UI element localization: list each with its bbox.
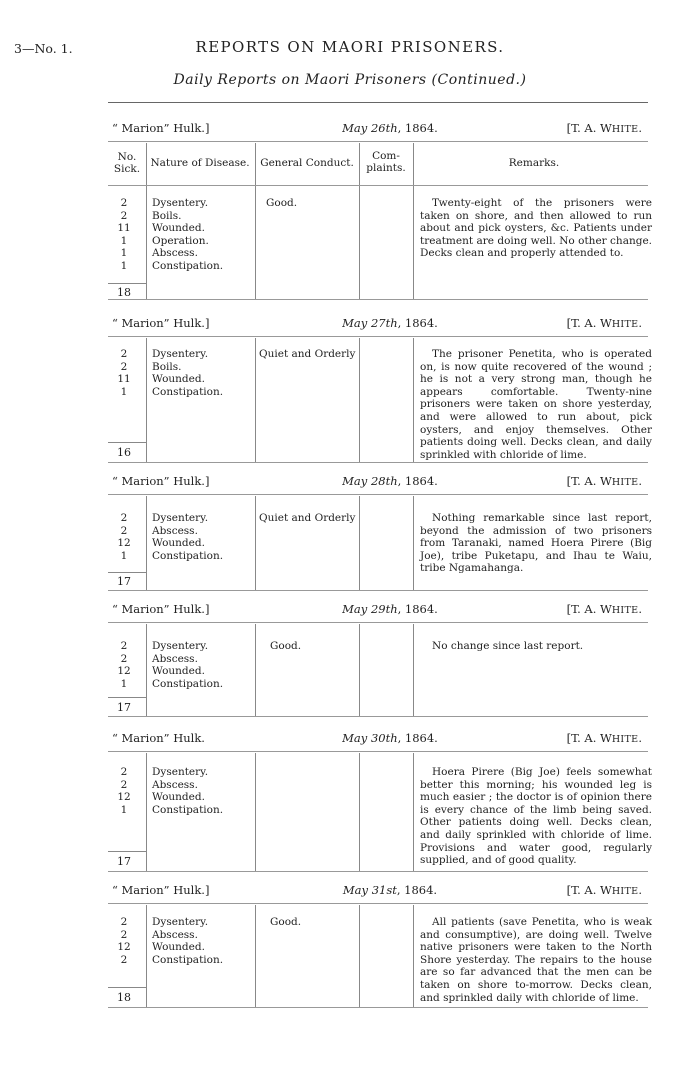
sick-total: 18 [117, 286, 131, 299]
header-underline [108, 185, 648, 186]
column-divider [413, 624, 414, 716]
sick-count: 2 [120, 928, 128, 941]
total-rule [108, 283, 146, 284]
report-end-rule [108, 462, 648, 463]
officer-suffix: . [638, 121, 642, 135]
disease-item: Wounded. [152, 222, 205, 235]
column-divider [413, 753, 414, 871]
disease-item: Abscess. [152, 778, 198, 791]
sick-counts [110, 348, 138, 398]
sick-total: 17 [117, 575, 131, 588]
sick-count: 2 [120, 360, 128, 373]
header-rule [108, 141, 648, 142]
disease-list [152, 197, 223, 273]
officer-signature [567, 883, 642, 897]
column-divider [146, 338, 147, 462]
date-month: May [342, 474, 368, 488]
page-title: REPORTS ON MAORI PRISONERS. [195, 38, 505, 56]
disease-item: Wounded. [152, 791, 205, 804]
disease-list [152, 512, 223, 562]
column-divider [413, 338, 414, 462]
header-nature: Nature of Disease. [150, 157, 250, 169]
sick-count: 2 [120, 209, 128, 222]
total-rule [108, 697, 146, 698]
sick-counts [110, 512, 138, 562]
remarks-text: No change since last report. [432, 640, 584, 652]
header-rule [108, 903, 648, 904]
disease-item: Wounded. [152, 665, 205, 678]
sick-count: 12 [117, 941, 131, 954]
hulk-label: “ Marion” Hulk.] [112, 602, 210, 616]
date-year: , 1864. [396, 883, 438, 897]
remarks-text: Nothing remarkable since last report, beyond the admission of two prisoners from Taranaki, named Hoera Pirere (Big Joe), tribe Puketapu, and Ihau te Waiu, tribe Ngamahanga. [420, 512, 652, 575]
column-divider [255, 496, 256, 590]
date-day: 31st [371, 883, 397, 897]
column-divider [359, 496, 360, 590]
officer-prefix: [T. A. W [566, 474, 612, 488]
date-year: , 1864. [397, 731, 438, 745]
date-day: 30th [370, 731, 398, 745]
officer-prefix: [T. A. W [566, 316, 612, 330]
officer-signature [567, 121, 642, 135]
date-day: 28th [370, 474, 398, 488]
page-subtitle: Daily Reports on Maori Prisoners (Continued.) [173, 72, 527, 88]
report-end-rule [108, 716, 648, 717]
sick-count: 2 [120, 916, 128, 928]
officer-surname: HITE [611, 124, 639, 135]
header-complaints [358, 150, 414, 174]
officer-surname: HITE [611, 477, 639, 488]
disease-item: Dysentery. [152, 640, 209, 652]
title-rule [108, 102, 648, 103]
header-conduct: General Conduct. [260, 157, 354, 169]
header-rule [108, 622, 648, 623]
sick-count: 1 [120, 247, 128, 260]
sick-count: 2 [120, 197, 128, 209]
report-date [270, 883, 510, 897]
sick-counts [110, 197, 138, 273]
disease-item: Constipation. [152, 953, 224, 966]
column-divider [413, 905, 414, 1008]
disease-item: Wounded. [152, 941, 205, 954]
disease-item: Constipation. [152, 803, 224, 816]
disease-list [152, 640, 223, 690]
header-rule [108, 494, 648, 495]
disease-item: Abscess. [152, 524, 198, 537]
disease-item: Abscess. [152, 652, 198, 665]
date-month: May [342, 121, 368, 135]
disease-list [152, 766, 223, 816]
date-day: 27th [370, 316, 398, 330]
sick-count: 2 [120, 652, 128, 665]
date-year: , 1864. [397, 316, 438, 330]
disease-item: Constipation. [152, 677, 224, 690]
total-rule [108, 572, 146, 573]
total-rule [108, 851, 146, 852]
sick-count: 2 [120, 524, 128, 537]
date-day: 29th [370, 602, 398, 616]
hulk-label: “ Marion” Hulk.] [112, 883, 210, 897]
column-divider [359, 624, 360, 716]
header-rule [108, 336, 648, 337]
date-month: May [342, 602, 368, 616]
sick-total: 16 [117, 446, 131, 459]
column-divider [146, 905, 147, 1008]
disease-item: Constipation. [152, 259, 224, 272]
disease-item: Constipation. [152, 385, 224, 398]
date-year: , 1864. [397, 474, 438, 488]
report-date [270, 121, 510, 135]
date-month: May [342, 883, 369, 897]
disease-item: Operation. [152, 234, 209, 247]
officer-signature [567, 731, 642, 745]
sick-total: 18 [117, 991, 131, 1004]
column-divider [146, 496, 147, 590]
disease-item: Constipation. [152, 549, 224, 562]
hulk-label: “ Marion” Hulk.] [112, 121, 210, 135]
sick-count: 11 [117, 373, 131, 386]
sick-count: 12 [117, 537, 131, 550]
date-day: 26th [370, 121, 398, 135]
sick-count: 2 [120, 766, 128, 778]
sick-count: 2 [120, 512, 128, 524]
disease-item: Dysentery. [152, 197, 209, 209]
disease-item: Abscess. [152, 247, 198, 260]
remarks-text: The prisoner Penetita, who is operated on, is now quite recovered of the wound ; he is not a very strong man, though he appears comfortable. Twenty-nine prisoners were taken on shore yesterday, and were allowed to run about, pick oysters, and enjoy themselves. Other patients doing well. Decks clean, and daily sprinkled with chloride of lime. [420, 348, 652, 461]
sick-count: 1 [120, 549, 128, 562]
date-month: May [342, 731, 368, 745]
officer-surname: HITE [611, 886, 639, 897]
sick-count: 1 [120, 803, 128, 816]
officer-suffix: . [638, 883, 642, 897]
disease-item: Wounded. [152, 373, 205, 386]
general-conduct: Quiet and Orderly [259, 348, 356, 360]
header-no-line1: No. [117, 151, 137, 163]
column-divider [413, 496, 414, 590]
sick-count: 1 [120, 259, 128, 272]
sick-total: 17 [117, 701, 131, 714]
officer-prefix: [T. A. W [566, 121, 612, 135]
officer-suffix: . [638, 474, 642, 488]
officer-suffix: . [638, 731, 642, 745]
header-complaints-line1: Com- [372, 150, 400, 162]
total-rule [108, 987, 146, 988]
hulk-label: “ Marion” Hulk. [112, 731, 205, 745]
officer-prefix: [T. A. W [566, 602, 612, 616]
sick-count: 12 [117, 665, 131, 678]
officer-suffix: . [638, 316, 642, 330]
hulk-label: “ Marion” Hulk.] [112, 474, 210, 488]
disease-item: Dysentery. [152, 348, 209, 360]
report-end-rule [108, 299, 648, 300]
remarks-text: Twenty-eight of the prisoners were taken on shore, and then allowed to run about and pick oysters, &c. Patients under treatment are doing well. No other change. Decks clean and properly attended to. [420, 197, 652, 260]
column-divider [146, 753, 147, 871]
sick-total: 17 [117, 855, 131, 868]
column-divider [255, 338, 256, 462]
officer-signature [567, 474, 642, 488]
report-end-rule [108, 590, 648, 591]
date-year: , 1864. [397, 602, 438, 616]
sick-count: 2 [120, 778, 128, 791]
disease-item: Dysentery. [152, 916, 209, 928]
disease-item: Dysentery. [152, 766, 209, 778]
general-conduct: Good. [266, 197, 298, 209]
column-divider [255, 905, 256, 1008]
date-month: May [342, 316, 368, 330]
sick-counts [110, 916, 138, 966]
officer-signature [567, 316, 642, 330]
officer-prefix: [T. A. W [566, 883, 612, 897]
header-no-sick [108, 151, 146, 175]
disease-list [152, 348, 223, 398]
sick-count: 1 [120, 385, 128, 398]
column-divider [146, 624, 147, 716]
column-divider [359, 753, 360, 871]
sick-count: 1 [120, 677, 128, 690]
general-conduct: Good. [270, 916, 302, 928]
officer-surname: HITE [611, 734, 639, 745]
sick-count: 11 [117, 222, 131, 235]
hulk-label: “ Marion” Hulk.] [112, 316, 210, 330]
officer-prefix: [T. A. W [566, 731, 612, 745]
column-divider [413, 143, 414, 300]
report-end-rule [108, 1007, 648, 1008]
disease-item: Wounded. [152, 537, 205, 550]
total-rule [108, 442, 146, 443]
date-year: , 1864. [397, 121, 438, 135]
sick-count: 2 [120, 953, 128, 966]
disease-item: Boils. [152, 360, 182, 373]
header-sick-line2: Sick. [113, 163, 141, 175]
sick-count: 2 [120, 348, 128, 360]
sick-count: 1 [120, 234, 128, 247]
header-complaints-line2: plaints. [366, 162, 406, 174]
column-divider [255, 753, 256, 871]
disease-list [152, 916, 223, 966]
sick-count: 12 [117, 791, 131, 804]
disease-item: Boils. [152, 209, 182, 222]
officer-suffix: . [638, 602, 642, 616]
column-divider [359, 143, 360, 300]
sick-counts [110, 640, 138, 690]
page-reference: 3—No. 1. [14, 41, 73, 56]
column-divider [146, 143, 147, 300]
header-rule [108, 751, 648, 752]
officer-surname: HITE [611, 605, 639, 616]
report-date [270, 602, 510, 616]
general-conduct: Good. [270, 640, 302, 652]
disease-item: Abscess. [152, 928, 198, 941]
sick-count: 2 [120, 640, 128, 652]
report-date [270, 474, 510, 488]
report-date [270, 316, 510, 330]
remarks-text: Hoera Pirere (Big Joe) feels somewhat better this morning; his wounded leg is much easier ; the doctor is of opinion there is every chance of the limb being saved. Other patients doing well. Decks clean, and daily sprinkled with chloride of lime. Provisions and water good, regularly supplied, and of good quality. [420, 766, 652, 867]
report-end-rule [108, 871, 648, 872]
report-date [270, 731, 510, 745]
remarks-text: All patients (save Penetita, who is weak and consumptive), are doing well. Twelve native prisoners were taken to the North Shore yesterday. The repairs to the house are so far advanced that the men can be taken on shore to-morrow. Decks clean, and sprinkled daily with chloride of lime. [420, 916, 652, 1004]
officer-signature [567, 602, 642, 616]
general-conduct: Quiet and Orderly [259, 512, 356, 524]
column-divider [255, 624, 256, 716]
sick-counts [110, 766, 138, 816]
officer-surname: HITE [611, 319, 639, 330]
header-remarks: Remarks. [508, 157, 560, 169]
disease-item: Dysentery. [152, 512, 209, 524]
column-divider [255, 143, 256, 300]
